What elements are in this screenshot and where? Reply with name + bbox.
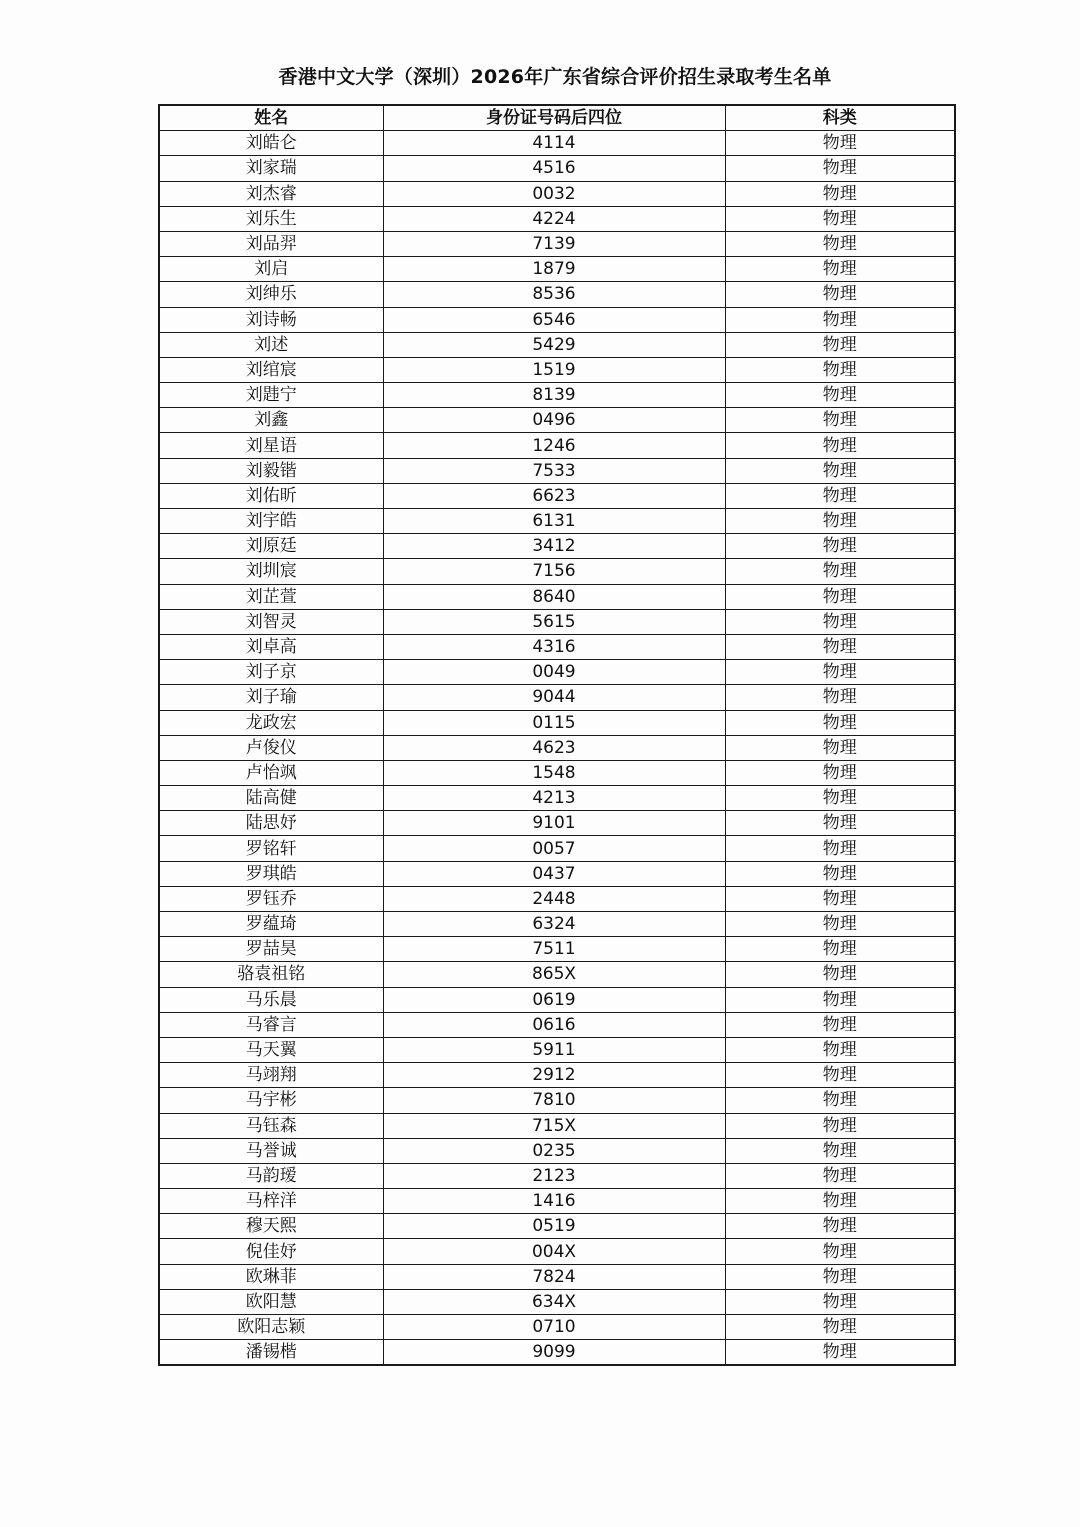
- cell-subject: 物理: [725, 534, 955, 559]
- document-title: 香港中文大学（深圳）2026年广东省综合评价招生录取考生名单: [278, 66, 832, 88]
- cell-subject: 物理: [725, 1214, 955, 1239]
- table-row: [159, 433, 955, 458]
- cell-name: 马睿言: [159, 1012, 383, 1037]
- cell-name: 刘圳宸: [159, 559, 383, 584]
- cell-name: 刘诗畅: [159, 307, 383, 332]
- cell-subject: 物理: [725, 962, 955, 987]
- cell-id-last-four: 6623: [383, 483, 725, 508]
- cell-name: 马韵瑷: [159, 1163, 383, 1188]
- cell-name: 马翊翔: [159, 1063, 383, 1088]
- cell-name: 刘家瑞: [159, 156, 383, 181]
- header-name: 姓名: [159, 105, 383, 131]
- cell-name: 罗蕴琦: [159, 912, 383, 937]
- header-subject: 科类: [725, 105, 955, 131]
- cell-name: 马乐晨: [159, 987, 383, 1012]
- cell-id-last-four: 4213: [383, 786, 725, 811]
- table-row: [159, 332, 955, 357]
- cell-subject: 物理: [725, 1113, 955, 1138]
- table-row: [159, 760, 955, 785]
- table-row: [159, 1239, 955, 1264]
- cell-subject: 物理: [725, 937, 955, 962]
- cell-id-last-four: 7533: [383, 458, 725, 483]
- cell-id-last-four: 0115: [383, 710, 725, 735]
- table-row: [159, 257, 955, 282]
- table-row: [159, 584, 955, 609]
- cell-subject: 物理: [725, 584, 955, 609]
- cell-name: 刘乐生: [159, 206, 383, 231]
- cell-name: 龙政宏: [159, 710, 383, 735]
- admission-table: [158, 104, 956, 1366]
- cell-subject: 物理: [725, 1315, 955, 1340]
- cell-id-last-four: 4516: [383, 156, 725, 181]
- cell-id-last-four: 7824: [383, 1264, 725, 1289]
- table-row: [159, 1214, 955, 1239]
- cell-id-last-four: 6546: [383, 307, 725, 332]
- cell-subject: 物理: [725, 307, 955, 332]
- cell-name: 刘品羿: [159, 231, 383, 256]
- cell-subject: 物理: [725, 156, 955, 181]
- cell-subject: 物理: [725, 332, 955, 357]
- cell-id-last-four: 6324: [383, 912, 725, 937]
- cell-id-last-four: 7139: [383, 231, 725, 256]
- cell-id-last-four: 715X: [383, 1113, 725, 1138]
- cell-id-last-four: 004X: [383, 1239, 725, 1264]
- cell-name: 刘芷萱: [159, 584, 383, 609]
- cell-id-last-four: 0049: [383, 660, 725, 685]
- cell-name: 刘子瑜: [159, 685, 383, 710]
- cell-name: 马梓洋: [159, 1189, 383, 1214]
- cell-id-last-four: 4316: [383, 634, 725, 659]
- cell-subject: 物理: [725, 1012, 955, 1037]
- table-row: [159, 1113, 955, 1138]
- table-row: [159, 735, 955, 760]
- table-row: [159, 811, 955, 836]
- cell-id-last-four: 2912: [383, 1063, 725, 1088]
- cell-subject: 物理: [725, 1037, 955, 1062]
- cell-id-last-four: 2448: [383, 886, 725, 911]
- table-row: [159, 181, 955, 206]
- table-row: [159, 1189, 955, 1214]
- cell-subject: 物理: [725, 1289, 955, 1314]
- table-body: [159, 131, 955, 1366]
- cell-name: 陆高健: [159, 786, 383, 811]
- cell-subject: 物理: [725, 886, 955, 911]
- cell-name: 欧琳菲: [159, 1264, 383, 1289]
- cell-name: 骆袁祖铭: [159, 962, 383, 987]
- cell-id-last-four: 9101: [383, 811, 725, 836]
- cell-subject: 物理: [725, 483, 955, 508]
- cell-subject: 物理: [725, 811, 955, 836]
- cell-name: 刘绾宸: [159, 357, 383, 382]
- cell-subject: 物理: [725, 509, 955, 534]
- cell-name: 刘鑫: [159, 408, 383, 433]
- cell-id-last-four: 5429: [383, 332, 725, 357]
- cell-id-last-four: 0437: [383, 861, 725, 886]
- cell-name: 刘绅乐: [159, 282, 383, 307]
- cell-subject: 物理: [725, 1163, 955, 1188]
- cell-subject: 物理: [725, 786, 955, 811]
- cell-id-last-four: 0057: [383, 836, 725, 861]
- cell-name: 刘皓仑: [159, 131, 383, 156]
- cell-id-last-four: 0519: [383, 1214, 725, 1239]
- table-row: [159, 559, 955, 584]
- cell-id-last-four: 0235: [383, 1138, 725, 1163]
- table-row: [159, 634, 955, 659]
- table-row: [159, 836, 955, 861]
- cell-subject: 物理: [725, 383, 955, 408]
- cell-subject: 物理: [725, 912, 955, 937]
- cell-id-last-four: 0710: [383, 1315, 725, 1340]
- cell-name: 刘述: [159, 332, 383, 357]
- cell-subject: 物理: [725, 760, 955, 785]
- cell-subject: 物理: [725, 408, 955, 433]
- table-row: [159, 1063, 955, 1088]
- cell-name: 刘子京: [159, 660, 383, 685]
- cell-name: 刘卓高: [159, 634, 383, 659]
- cell-subject: 物理: [725, 710, 955, 735]
- cell-subject: 物理: [725, 987, 955, 1012]
- table-row: [159, 786, 955, 811]
- cell-subject: 物理: [725, 206, 955, 231]
- cell-subject: 物理: [725, 1264, 955, 1289]
- cell-subject: 物理: [725, 282, 955, 307]
- table-row: [159, 1037, 955, 1062]
- cell-subject: 物理: [725, 1340, 955, 1366]
- table-row: [159, 1012, 955, 1037]
- cell-subject: 物理: [725, 1239, 955, 1264]
- cell-id-last-four: 5615: [383, 609, 725, 634]
- cell-id-last-four: 7810: [383, 1088, 725, 1113]
- cell-subject: 物理: [725, 131, 955, 156]
- cell-subject: 物理: [725, 231, 955, 256]
- table-row: [159, 886, 955, 911]
- cell-subject: 物理: [725, 660, 955, 685]
- cell-subject: 物理: [725, 181, 955, 206]
- cell-subject: 物理: [725, 861, 955, 886]
- cell-name: 倪佳妤: [159, 1239, 383, 1264]
- cell-name: 马钰森: [159, 1113, 383, 1138]
- cell-name: 罗喆昊: [159, 937, 383, 962]
- cell-id-last-four: 1519: [383, 357, 725, 382]
- table-row: [159, 357, 955, 382]
- cell-subject: 物理: [725, 559, 955, 584]
- cell-id-last-four: 7511: [383, 937, 725, 962]
- cell-name: 刘启: [159, 257, 383, 282]
- cell-id-last-four: 0032: [383, 181, 725, 206]
- cell-name: 刘韪宁: [159, 383, 383, 408]
- table-row: [159, 685, 955, 710]
- table-row: [159, 483, 955, 508]
- cell-name: 穆天熙: [159, 1214, 383, 1239]
- cell-subject: 物理: [725, 634, 955, 659]
- table-row: [159, 937, 955, 962]
- cell-id-last-four: 9099: [383, 1340, 725, 1366]
- table-row: [159, 912, 955, 937]
- cell-subject: 物理: [725, 433, 955, 458]
- cell-name: 罗琪皓: [159, 861, 383, 886]
- cell-id-last-four: 3412: [383, 534, 725, 559]
- cell-id-last-four: 4224: [383, 206, 725, 231]
- table-row: [159, 609, 955, 634]
- cell-subject: 物理: [725, 1138, 955, 1163]
- table-row: [159, 534, 955, 559]
- cell-name: 潘锡楷: [159, 1340, 383, 1366]
- cell-name: 欧阳志颖: [159, 1315, 383, 1340]
- table-row: [159, 231, 955, 256]
- cell-subject: 物理: [725, 458, 955, 483]
- cell-id-last-four: 6131: [383, 509, 725, 534]
- cell-subject: 物理: [725, 1088, 955, 1113]
- cell-name: 罗铭轩: [159, 836, 383, 861]
- cell-subject: 物理: [725, 836, 955, 861]
- table-row: [159, 458, 955, 483]
- table-row: [159, 509, 955, 534]
- cell-name: 陆思妤: [159, 811, 383, 836]
- table-row: [159, 131, 955, 156]
- table-row: [159, 408, 955, 433]
- cell-subject: 物理: [725, 735, 955, 760]
- cell-id-last-four: 1548: [383, 760, 725, 785]
- table-row: [159, 1315, 955, 1340]
- table-row: [159, 307, 955, 332]
- cell-name: 马誉诚: [159, 1138, 383, 1163]
- cell-name: 刘杰睿: [159, 181, 383, 206]
- cell-name: 刘宇皓: [159, 509, 383, 534]
- cell-name: 刘毅锴: [159, 458, 383, 483]
- cell-id-last-four: 1879: [383, 257, 725, 282]
- table-row: [159, 1138, 955, 1163]
- table-row: [159, 206, 955, 231]
- table-row: [159, 660, 955, 685]
- cell-id-last-four: 0616: [383, 1012, 725, 1037]
- cell-name: 卢俊仪: [159, 735, 383, 760]
- cell-id-last-four: 9044: [383, 685, 725, 710]
- cell-id-last-four: 8536: [383, 282, 725, 307]
- cell-id-last-four: 1246: [383, 433, 725, 458]
- cell-id-last-four: 865X: [383, 962, 725, 987]
- cell-name: 刘原廷: [159, 534, 383, 559]
- cell-id-last-four: 8640: [383, 584, 725, 609]
- cell-subject: 物理: [725, 1063, 955, 1088]
- table-row: [159, 962, 955, 987]
- table-row: [159, 383, 955, 408]
- cell-subject: 物理: [725, 685, 955, 710]
- cell-id-last-four: 4623: [383, 735, 725, 760]
- header-id-last-four: 身份证号码后四位: [383, 105, 725, 131]
- cell-id-last-four: 7156: [383, 559, 725, 584]
- cell-name: 欧阳慧: [159, 1289, 383, 1314]
- cell-id-last-four: 4114: [383, 131, 725, 156]
- cell-name: 刘智灵: [159, 609, 383, 634]
- table-row: [159, 987, 955, 1012]
- table-row: [159, 710, 955, 735]
- cell-subject: 物理: [725, 357, 955, 382]
- cell-name: 刘星语: [159, 433, 383, 458]
- cell-id-last-four: 8139: [383, 383, 725, 408]
- cell-name: 罗钰乔: [159, 886, 383, 911]
- cell-id-last-four: 1416: [383, 1189, 725, 1214]
- table-row: [159, 282, 955, 307]
- table-row: [159, 156, 955, 181]
- cell-id-last-four: 2123: [383, 1163, 725, 1188]
- table-row: [159, 861, 955, 886]
- cell-subject: 物理: [725, 1189, 955, 1214]
- cell-id-last-four: 0496: [383, 408, 725, 433]
- table-row: [159, 1289, 955, 1314]
- table-row: [159, 1264, 955, 1289]
- cell-name: 马天翼: [159, 1037, 383, 1062]
- table-row: [159, 1088, 955, 1113]
- cell-name: 卢怡飒: [159, 760, 383, 785]
- table-header-row: [159, 105, 955, 131]
- cell-subject: 物理: [725, 257, 955, 282]
- cell-name: 刘佑昕: [159, 483, 383, 508]
- cell-name: 马宇彬: [159, 1088, 383, 1113]
- cell-id-last-four: 634X: [383, 1289, 725, 1314]
- cell-subject: 物理: [725, 609, 955, 634]
- cell-id-last-four: 0619: [383, 987, 725, 1012]
- table-row: [159, 1340, 955, 1366]
- table-row: [159, 1163, 955, 1188]
- cell-id-last-four: 5911: [383, 1037, 725, 1062]
